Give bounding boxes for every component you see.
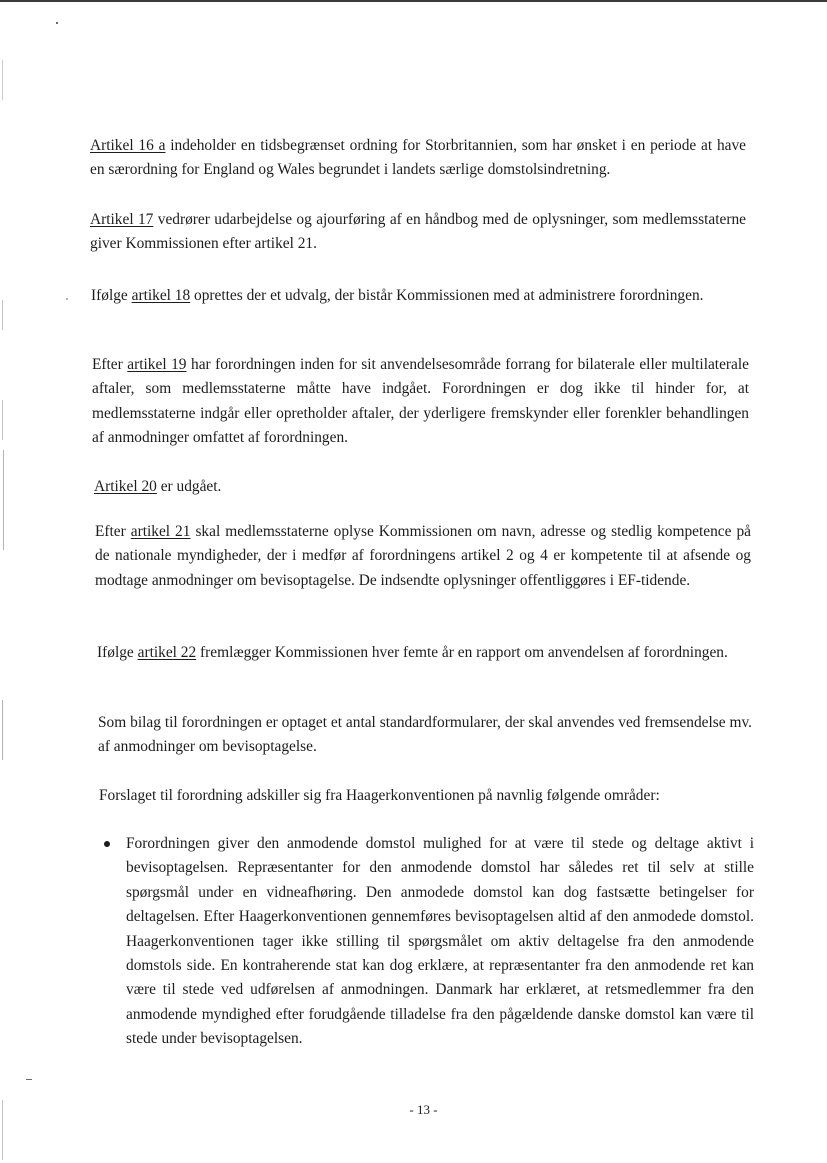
paragraph-text: indeholder en tidsbegrænset ordning for Storbritannien, som har ønsket i en periode at have en særordning for England og Wales begrundet i landets særlige domstolsindretning.	[90, 137, 746, 179]
scan-mark	[66, 298, 68, 300]
paragraph-text: Ifølge	[91, 287, 132, 304]
reference-link[interactable]: Artikel 20	[94, 478, 157, 495]
paragraph-text: fremlægger Kommissionen hver femte år en rapport om anvendelsen af forordningen.	[196, 644, 728, 661]
scan-mark	[2, 60, 3, 100]
paragraph-intro-list	[99, 784, 753, 808]
reference-link[interactable]: artikel 22	[137, 644, 197, 661]
paragraph-text: skal medlemsstaterne oplyse Kommissionen om navn, adresse og stedlig kompetence på de nationale myndigheder, der i medfør af forordningens artikel 2 og 4 er kompetente til at afsende og modtage anmodninger om bevisoptagelse. De indsendte oplysninger offentliggøres i EF-tidende.	[95, 523, 751, 589]
paragraph-standardformularer	[98, 711, 752, 760]
paragraph-text: Ifølge	[97, 644, 138, 661]
scan-mark	[2, 400, 3, 440]
reference-link[interactable]: artikel 19	[127, 356, 187, 373]
scan-mark	[26, 1079, 32, 1080]
page-number: - 13 -	[409, 1102, 438, 1117]
paragraph-artikel-17	[90, 208, 746, 257]
reference-link[interactable]: artikel 21	[130, 523, 191, 540]
reference-link[interactable]: Artikel 16 a	[90, 137, 166, 154]
paragraph-text: vedrører udarbejdelse og ajourføring af en håndbog med de oplysninger, som medlemsstaterne giver Kommissionen efter artikel 21.	[90, 211, 746, 253]
reference-link[interactable]: Artikel 17	[90, 211, 154, 228]
paragraph-artikel-16a	[90, 134, 746, 183]
reference-link[interactable]: artikel 18	[131, 287, 191, 304]
paragraph-text: Efter	[95, 523, 131, 540]
paragraph-text: Som bilag til forordningen er optaget et antal standardformularer, der skal anvendes ved fremsendelse mv. af anmodninger om bevisoptagelse.	[98, 714, 752, 756]
scan-mark	[2, 700, 3, 760]
scan-mark	[3, 450, 4, 550]
paragraph-artikel-20	[94, 475, 750, 499]
paragraph-artikel-19	[92, 353, 749, 451]
paragraph-text: har forordningen inden for sit anvendelsesområde forrang for bilaterale eller multilaterale aftaler, som medlemsstaterne måtte have indgået. Forordningen er dog ikke til hinder for, at medlemsstaterne indgår eller opretholder aftaler, der yderligere fremskynder eller forenkler behandlingen af anmodninger omfattet af forordningen.	[92, 356, 749, 447]
list-item-text: Forordningen giver den anmodende domstol mulighed for at være til stede og deltage aktivt i bevisoptagelsen. Repræsentanter for den anmodende domstol har således ret til selv at stille spørgsmål under en vidneafhøring. Den anmodede domstol kan dog fastsætte betingelser for deltagelsen. Efter Haagerkonventionen gennemføres bevisoptagelsen altid af den anmodede domstol. Haagerkonventionen tager ikke stilling til spørgsmålet om aktiv deltagelse fra den anmodende domstols side. En kontraherende stat kan dog erklære, at repræsentanter fra den anmodende ret kan være til stede ved udførelsen af anmodningen. Danmark har erklæret, at retsmedlemmer fra den anmodende myndighed efter forudgående tilladelse fra den pågældende danske domstol kan være til stede under bevisoptagelsen.	[126, 835, 754, 1048]
paragraph-text: oprettes der et udvalg, der bistår Kommissionen med at administrere forordningen.	[190, 287, 704, 304]
scan-mark	[56, 22, 58, 24]
paragraph-text: Forslaget til forordning adskiller sig fra Haagerkonventionen på navnlig følgende områder:	[99, 787, 660, 804]
paragraph-text: er udgået.	[156, 478, 222, 495]
paragraph-artikel-22	[97, 641, 751, 665]
paragraph-artikel-18	[91, 284, 748, 308]
paragraph-artikel-21	[95, 520, 751, 593]
paragraph-text: Efter	[92, 356, 128, 373]
bullet-icon	[104, 841, 110, 847]
scan-mark	[2, 300, 3, 330]
scan-top-edge	[0, 0, 827, 2]
